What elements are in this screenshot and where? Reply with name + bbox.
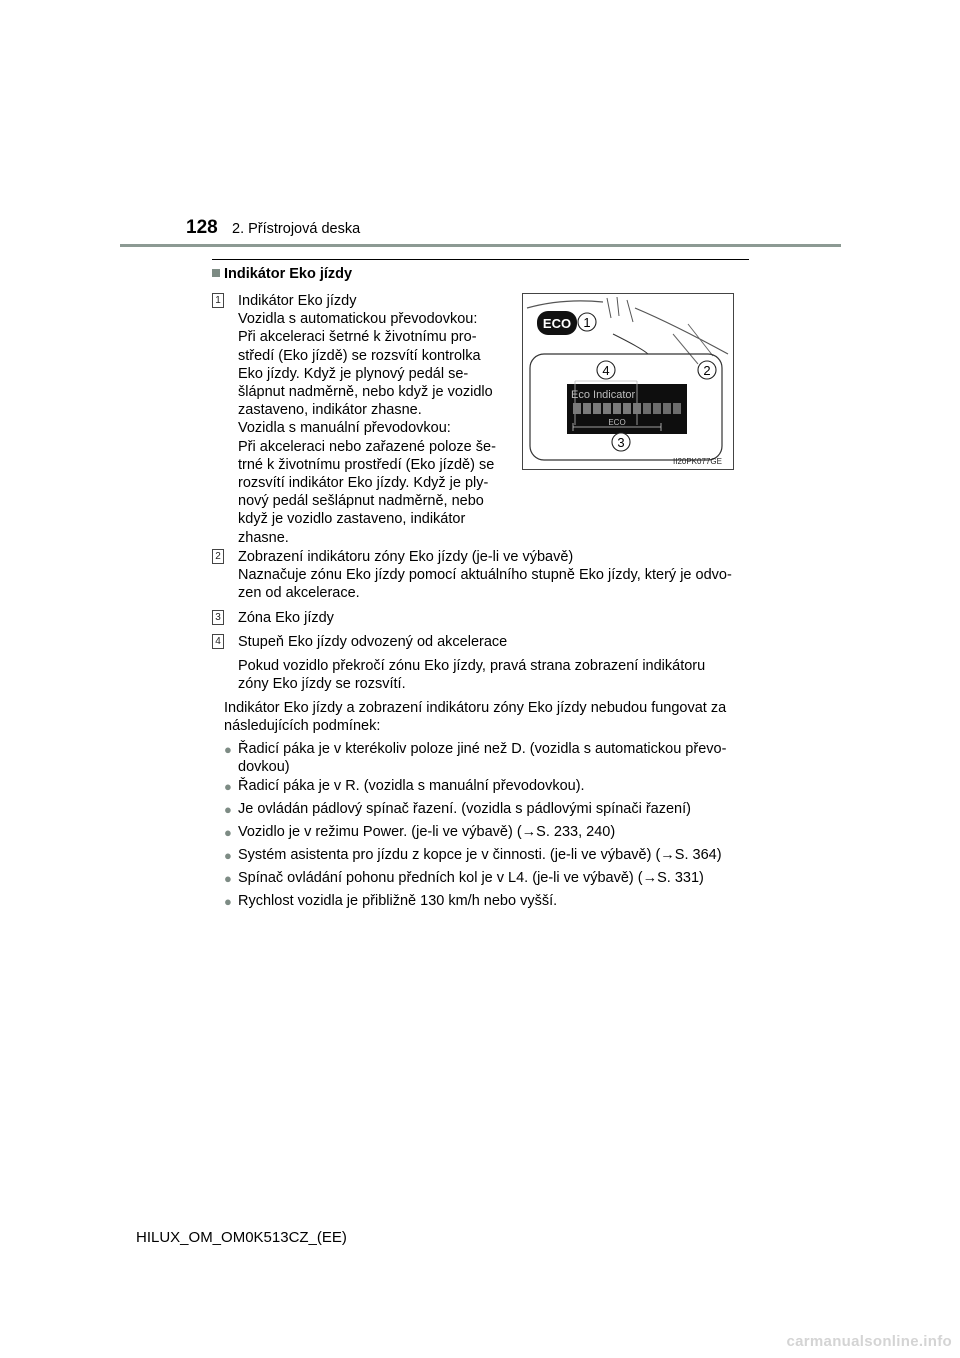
- bullet-item: Řadicí páka je v R. (vozidla s manuální převodovkou).: [238, 778, 585, 794]
- item-1-line: Vozidla s manuální převodovkou:: [238, 420, 451, 437]
- callout-4: 4: [602, 363, 610, 378]
- figure-code: II20PK077GE: [673, 457, 722, 466]
- item-1-line: šlápnut nadměrně, nebo když je vozidlo: [238, 384, 493, 401]
- bullet-item: [238, 740, 748, 776]
- item-number-3: 3: [212, 610, 224, 625]
- bullet-icon: ●: [224, 779, 232, 794]
- item-1-line: trné k životnímu prostředí (Eko jízdě) se: [238, 456, 495, 473]
- item-1-line: nový pedál sešlápnut nadměrně, nebo: [238, 493, 484, 510]
- callout-2: 2: [703, 363, 711, 378]
- item-1-line: Eko jízdy. Když je plynový pedál se-: [238, 365, 469, 382]
- item-1-line: Při akceleraci šetrné k životnímu pro-: [238, 329, 477, 346]
- square-bullet-icon: [212, 269, 220, 277]
- section-heading-text: Indikátor Eko jízdy: [224, 266, 353, 282]
- eco-indicator-illustration: [523, 294, 733, 469]
- item-number-2: 2: [212, 549, 224, 564]
- bullet-icon: ●: [224, 825, 232, 840]
- bullet-icon: ●: [224, 871, 232, 886]
- bullet-item: Spínač ovládání pohonu předních kol je v L4. (je-li ve výbavě) (→S. 331): [238, 870, 704, 886]
- bullet-icon: ●: [224, 894, 232, 909]
- bullet-item: Systém asistenta pro jízdu z kopce je v činnosti. (je-li ve výbavě) (→S. 364): [238, 847, 722, 863]
- item-4-note-line: zóny Eko jízdy se rozsvítí.: [238, 676, 406, 693]
- item-1-line: Indikátor Eko jízdy: [238, 293, 357, 309]
- item-1-line: zhasne.: [238, 529, 289, 546]
- item-1-text: [238, 292, 514, 547]
- header-rule: [120, 244, 841, 247]
- chapter-title: 2. Přístrojová deska: [232, 221, 361, 237]
- item-1-line: když je vozidlo zastaveno, indikátor: [238, 511, 466, 528]
- item-2-line: zen od akcelerace.: [238, 585, 360, 602]
- item-4-note-line: Pokud vozidlo překročí zónu Eko jízdy, pravá strana zobrazení indikátoru: [238, 658, 706, 674]
- bullet-item: Rychlost vozidla je přibližně 130 km/h nebo vyšší.: [238, 893, 558, 909]
- callout-1: 1: [583, 315, 591, 330]
- item-1-line: zastaveno, indikátor zhasne.: [238, 402, 422, 419]
- bullet-line: Řadicí páka je v kterékoliv poloze jiné než D. (vozidla s automatickou převo-: [238, 741, 727, 757]
- conditions-paragraph: [224, 699, 748, 735]
- item-1-line: středí (Eko jízdě) se rozsvítí kontrolka: [238, 347, 481, 364]
- item-3-text: Zóna Eko jízdy: [238, 610, 334, 626]
- callout-3: 3: [617, 435, 625, 450]
- eco-level-bars: [573, 403, 681, 414]
- bullet-icon: ●: [224, 742, 232, 757]
- item-2-text: [238, 548, 748, 603]
- bullet-item: Je ovládán pádlový spínač řazení. (vozidla s pádlovými spínači řazení): [238, 801, 691, 817]
- display-title: Eco Indicator: [571, 389, 636, 401]
- watermark: carmanualsonline.info: [786, 1333, 952, 1350]
- item-1-line: Vozidla s automatickou převodovkou:: [238, 311, 478, 328]
- section-rule: [212, 259, 749, 260]
- paragraph-line: následujících podmínek:: [224, 718, 381, 735]
- bullet-icon: ●: [224, 848, 232, 863]
- item-1-line: Při akceleraci nebo zařazené poloze še-: [238, 438, 496, 455]
- item-4-text: Stupeň Eko jízdy odvozený od akcelerace: [238, 634, 508, 650]
- bullet-icon: ●: [224, 802, 232, 817]
- item-1-line: rozsvítí indikátor Eko jízdy. Když je ply-: [238, 475, 489, 492]
- bullet-line: dovkou): [238, 759, 290, 776]
- item-2-line: Naznačuje zónu Eko jízdy pomocí aktuálního stupně Eko jízdy, který je odvo-: [238, 567, 732, 584]
- item-number-4: 4: [212, 634, 224, 649]
- section-heading: [212, 266, 352, 282]
- paragraph-line: Indikátor Eko jízdy a zobrazení indikátoru zóny Eko jízdy nebudou fungovat za: [224, 700, 727, 716]
- item-number-1: 1: [212, 293, 224, 308]
- footer-doc-id: HILUX_OM_OM0K513CZ_(EE): [136, 1229, 347, 1246]
- bullet-item: Vozidlo je v režimu Power. (je-li ve výbavě) (→S. 233, 240): [238, 824, 616, 840]
- item-2-line: Zobrazení indikátoru zóny Eko jízdy (je-li ve výbavě): [238, 549, 574, 565]
- page-number: 128: [186, 217, 218, 238]
- item-4-note: [238, 657, 748, 693]
- eco-badge-label: ECO: [542, 316, 572, 331]
- eco-indicator-figure: [522, 293, 734, 470]
- zone-label: ECO: [608, 418, 626, 427]
